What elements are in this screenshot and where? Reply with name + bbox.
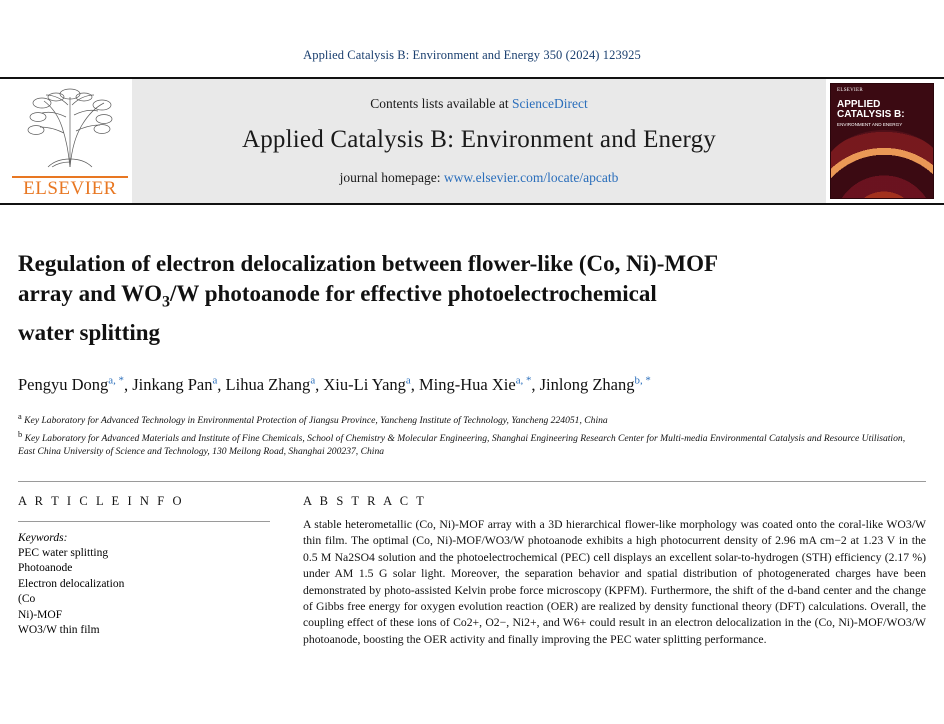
keyword-item: Ni)-MOF <box>18 608 63 621</box>
journal-title: Applied Catalysis B: Environment and Energy <box>241 126 717 153</box>
author-name: Pengyu Dong <box>18 375 109 395</box>
affiliation-mark: a <box>18 411 22 422</box>
cover-elsevier-label: ELSEVIER <box>837 88 864 93</box>
publisher-logo <box>0 79 132 203</box>
keyword-item: Electron delocalization <box>18 577 125 590</box>
article-info-column <box>18 494 273 648</box>
affiliation-text: Key Laboratory for Advanced Materials and Institute of Fine Chemicals, School of Chemistry & Molecular Engineering, Shanghai Engineering Research Center for Multi-media Environmental Catalysis and Resource Utilisation, East China University of Science and Technology, 130 Meilong Road, Shanghai 200237, China <box>18 432 906 458</box>
author-list: Pengyu Dong$^{a, *}$, Jinkang Pan$^a$, Lihua Zhang$^a$, Xiu-Li Yang$^a$, Ming-Hua Xie$^{a, *}$, Jinlong Zhang$^{b, *}$ <box>18 374 651 395</box>
cover-image <box>830 83 934 199</box>
contents-line <box>370 96 587 112</box>
title-line-3: water splitting <box>18 319 161 345</box>
author-name: Ming-Hua Xie <box>418 375 516 395</box>
running-head: Applied Catalysis B: Environment and Energy 350 (2024) 123925 <box>303 48 641 62</box>
journal-cover-thumbnail <box>826 79 944 203</box>
keyword-item: Photoanode <box>18 562 73 575</box>
author-marks: a, * <box>515 374 532 387</box>
title-line-1: Regulation of electron delocalization between flower-like (Co, Ni)-MOF <box>18 251 719 276</box>
cover-title-line1: APPLIED <box>837 99 881 110</box>
author-marks: a <box>405 374 411 387</box>
cover-journal-title <box>837 100 927 128</box>
keyword-list <box>18 546 273 639</box>
article-info-heading: A R T I C L E I N F O <box>18 493 185 508</box>
cover-title-line2: CATALYSIS B: <box>837 109 905 120</box>
author-entry[interactable] <box>323 375 410 394</box>
author-entry[interactable] <box>132 375 217 394</box>
keyword-item: WO3/W thin film <box>18 624 100 637</box>
section-divider <box>18 481 926 482</box>
abstract-column <box>303 494 926 648</box>
journal-masthead <box>0 77 944 205</box>
author-marks: b, * <box>634 374 651 387</box>
author-name: Xiu-Li Yang <box>323 375 406 395</box>
journal-homepage-line <box>340 170 619 186</box>
front-matter-columns <box>18 494 926 648</box>
elsevier-tree-icon <box>18 83 122 174</box>
author-marks: a, * <box>108 374 124 387</box>
affiliation-list <box>18 410 923 459</box>
article-info-underline <box>18 521 270 522</box>
author-marks: a <box>310 374 316 387</box>
author-entry[interactable] <box>419 375 531 394</box>
author-name: Lihua Zhang <box>225 375 311 395</box>
author-name: Jinkang Pan <box>132 375 213 395</box>
title-line-2b: /W photoanode for effective photoelectrochemical <box>170 281 657 306</box>
author-marks: a <box>212 374 218 387</box>
keyword-item: (Co <box>18 593 36 606</box>
affiliation-mark: b <box>18 428 23 439</box>
sciencedirect-link[interactable]: ScienceDirect <box>512 96 588 111</box>
cover-artwork <box>830 130 934 199</box>
homepage-prefix: journal homepage: <box>339 170 444 185</box>
affiliation-item <box>18 410 923 428</box>
abstract-text: A stable heterometallic (Co, Ni)-MOF array with a 3D hierarchical flower-like morphology was coated onto the coral-like WO3/W thin film. The optimal (Co, Ni)-MOF/WO3/W photoanode exhibits a high photocurrent density of 2.96 mA cm−2 at 1.23 V in the 0.5 M Na2SO4 solution and the photoelectrochemical (PEC) cell displays an excellent solar-to-hydrogen (STH) efficiency (2.17 %) under AM 1.5 G solar light. Moreover, the separation behavior and spatial distribution of photogenerated charges have been demonstrated by photo-assisted Kelvin probe force microscopy (KPFM). Furthermore, the shift of the d-band center and the change of Gibbs free energy for oxygen evolution reaction (OER) are realized by density functional theory (DFT) calculations. Overall, the coupling effect of these ions of Co2+, O2−, Ni2+, and W6+ could result in an electron delocalization in the (Co, Ni)-MOF/WO3/W photoanode, boosting the OER activity and finally improving the PEC water splitting performance. <box>303 517 926 646</box>
affiliation-text: Key Laboratory for Advanced Technology in Environmental Protection of Jiangsu Province, Yancheng Institute of Technology, Yancheng 224051, China <box>24 415 608 427</box>
author-entry[interactable] <box>226 375 316 394</box>
article-front-matter <box>0 205 944 648</box>
title-subscript: 3 <box>161 293 171 311</box>
title-line-2a: array and WO <box>18 281 162 306</box>
keywords-label: Keywords: <box>18 531 68 544</box>
cover-title-line3: ENVIRONMENT AND ENERGY <box>837 122 903 127</box>
contents-prefix: Contents lists available at <box>370 96 512 111</box>
elsevier-wordmark: ELSEVIER <box>12 176 128 203</box>
masthead-center <box>132 79 826 203</box>
affiliation-item <box>18 428 923 459</box>
keyword-item: PEC water splitting <box>18 546 109 559</box>
author-entry[interactable] <box>18 375 124 394</box>
abstract-heading: A B S T R A C T <box>303 493 427 508</box>
author-entry[interactable] <box>540 375 651 394</box>
page-title <box>18 249 818 348</box>
author-name: Jinlong Zhang <box>539 375 635 395</box>
journal-homepage-link[interactable]: www.elsevier.com/locate/apcatb <box>443 170 619 185</box>
